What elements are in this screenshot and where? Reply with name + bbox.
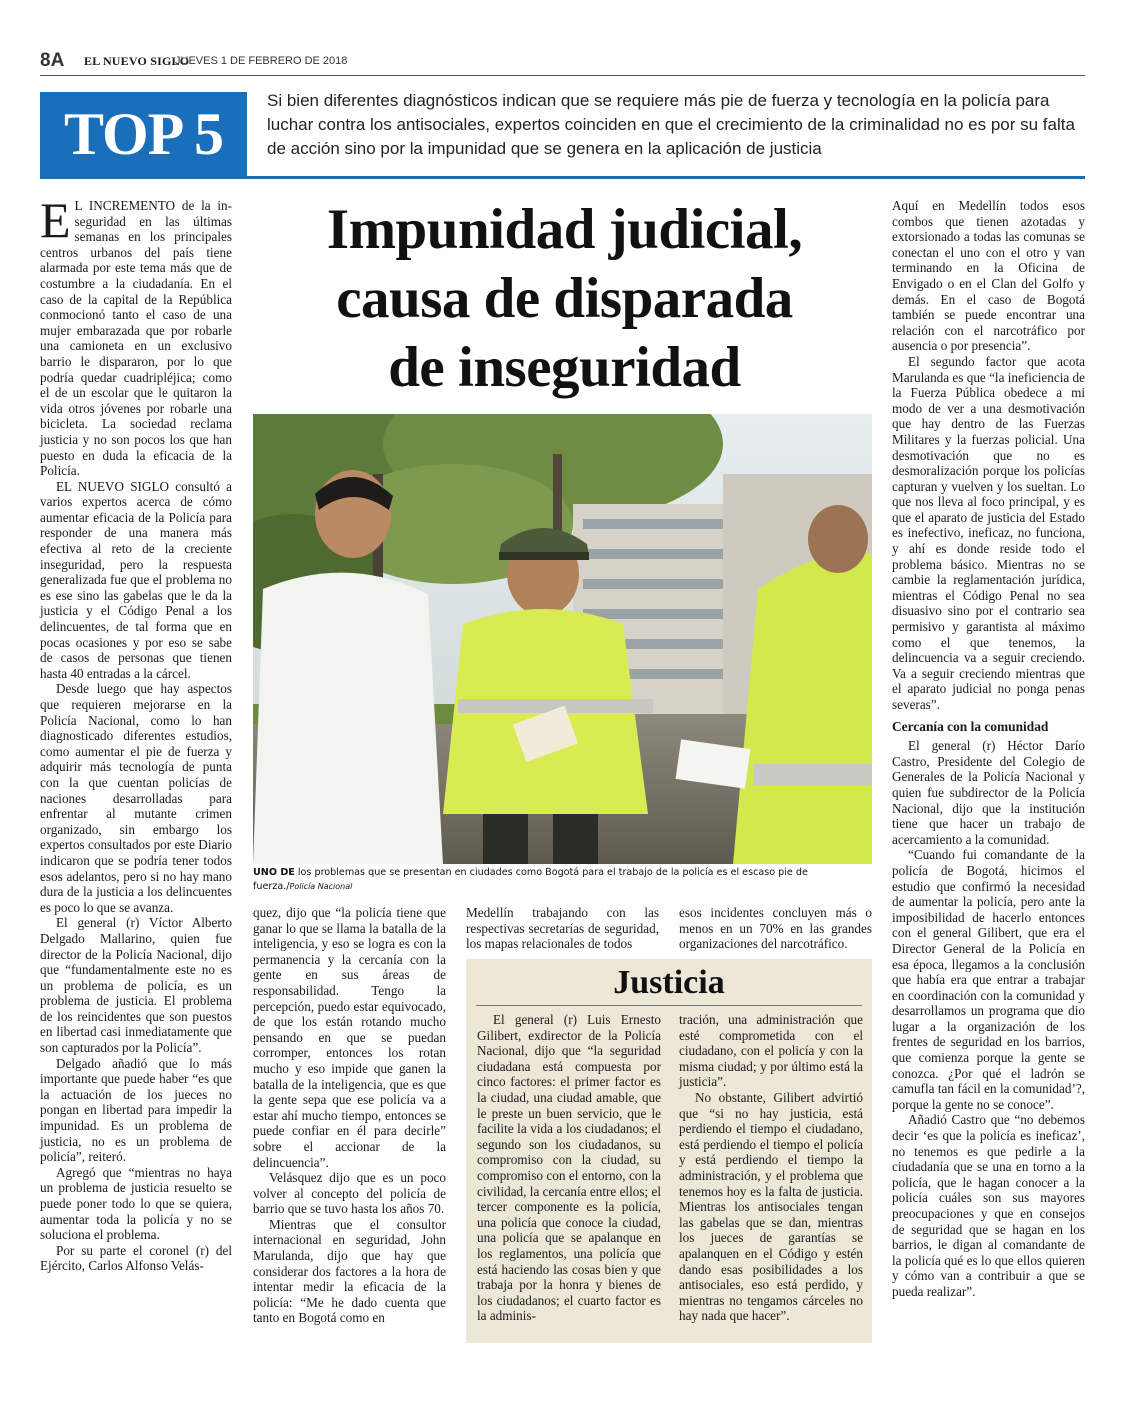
deck-rule: [40, 176, 1085, 179]
drop-cap: E: [40, 192, 71, 248]
paragraph: quez, dijo que “la policía tiene que ganar lo que se llama la batalla de la inteligencia, y eso se logra es con la permanencia y la cercanía con la gente en sus áreas de responsabilidad. Tengo la percepción, puedo estar equivocado, de que los están rotando mucho pensando en que se puedan corromper, entonces los rotan mucho y eso impide que ganen la batalla de la inteligencia, que es que la gente sepa que ese policía va a estar ahí mucho tiempo, entonces se puede confiar en él para decirle” sobre el accionar de la delincuencia”.: [253, 905, 446, 1170]
paragraph: Velásquez dijo que es un poco volver al concepto del policía de barrio que se tuvo hasta los años 70.: [253, 1170, 446, 1217]
article-deck: Si bien diferentes diagnósticos indican que se requiere más pie de fuerza y tecnología en la policía para luchar contra los antisociales, expertos coinciden en que el crecimiento de la criminalidad no es por su falta de acción sino por la impunidad que se genera en la aplicación de justicia: [267, 91, 1075, 158]
paragraph: Mientras que el consultor internacional en seguridad, John Marulanda, dijo que hay que considerar dos factores a la hora de intentar medir la eficacia de la policía: “Me he dado cuenta que tanto en Bogotá como en: [253, 1216, 446, 1326]
paragraph: [40, 192, 232, 479]
headline-line-3: de inseguridad: [388, 336, 741, 399]
lead-in: L INCREMENTO de la in-: [74, 198, 232, 213]
section-subhead: Cercanía con la comunidad: [892, 718, 1049, 734]
sidebar-column-1: [477, 1012, 661, 1324]
top5-banner: TOP 5: [40, 92, 247, 176]
body-column-2: [253, 905, 446, 1326]
body-column-5: [892, 198, 1085, 1300]
paragraph: Medellín trabajando con las respectivas secretarías de seguridad, los mapas relacionales de todos: [466, 905, 659, 952]
paragraph: El general (r) Héctor Darío Castro, Presidente del Colegio de Generales de la Policía Nacional y quien fue subdirector de la Policía Nacional, dijo que la institución tiene que hacer un trabajo de acercamiento a la comunidad.: [892, 738, 1085, 847]
sidebar-title-rule: [476, 1005, 862, 1006]
headline: [262, 195, 867, 402]
body-column-3: [466, 905, 659, 952]
headline-line-1: Impunidad judicial,: [326, 198, 803, 261]
paragraph: No obstante, Gilibert advirtió que “si no hay justicia, está perdiendo el tiempo el ciudadano, está perdiendo el tiempo el policía y está perdiendo el tiempo la administración, y el problema que tenemos hoy es la falta de justicia. Mientras los antisociales tengan las gabelas que se dan, mientras los jueces de garantías se apalanquen en el Código y estén dando esas posibilidades a los antisociales, eso está perdido, y mientras no tengamos cárceles no hay nada que hacer”.: [679, 1089, 863, 1324]
body-column-1: [40, 192, 232, 1274]
caption-lead: UNO DE: [253, 867, 295, 878]
issue-date: JUEVES 1 DE FEBRERO DE 2018: [175, 55, 348, 67]
page-number: 8A: [40, 50, 65, 71]
paragraph-text: seguridad en las últimas semanas en los principales centros urbanos del país tiene alarmada por este tema más que de costumbre a la ciudadanía. En el caso de la capital de la República conmocionó tanto el caso de una mujer embarazada que por robarle una camioneta en un exclusivo barrio le dispararon, por lo que podría quedar cuadripléjica; como el de un escolar que le quitaron la vida otros jóvenes por robarle una bicicleta. La sociedad reclama justicia y no son pocos los que han puesto en duda la eficacia de la Policía.: [40, 213, 232, 479]
paragraph: Desde luego que hay aspectos que requieren mejorarse en la Policía Nacional, como lo han diagnosticado diferentes estudios, como aumentar el pie de fuerza y adquirir más tecnología de punta con la que cuentan policías de naciones desarrolladas para enfrentar al mutante crimen organizado, sin embargo los expertos consultados por este Diario indicaron que se podría tener todos esos adelantos, pero si no hay mano dura de la justicia a los delincuentes es poco lo que se avanza.: [40, 681, 232, 915]
paragraph: Aquí en Medellín todos esos combos que tienen azotadas y extorsionado a todas las comunas se conectan el uno con el otro y van terminando en la Oficina de Envigado o en el Clan del Golfo y demás. En el caso de Bogotá también se puede encontrar una relación con el narcotráfico por ausencia o por presencia”.: [892, 198, 1085, 354]
paragraph: esos incidentes concluyen más o menos en un 70% en las grandes organizaciones del narcotráfico.: [679, 905, 872, 952]
paragraph: EL NUEVO SIGLO consultó a varios expertos acerca de cómo aumentar eficacia de la Policía para responder de una manera más efectiva al reto de la creciente inseguridad, pero la respuesta generalizada fue que el problema no es ese sino las gabelas que le da la justicia y el Código Penal a los delincuentes, de tal forma que en pocas ocasiones y por eso se sabe de casos de personas que tienen hasta 40 entradas a la cárcel.: [40, 478, 232, 681]
photo-credit: Policía Nacional: [289, 882, 353, 891]
sidebar-column-2: [679, 1012, 863, 1324]
article-photo: [253, 414, 872, 864]
photo-caption: [253, 866, 872, 894]
sidebar-title: Justicia: [613, 964, 725, 1001]
paragraph: Añadió Castro que “no debemos decir ‘es que la policía es ineficaz’, no tenemos es que pedirle a la ciudadanía que se una en torno a la policía, que le hagan conocer a la policía cuáles son sus mayores preocupaciones y que en consejos de seguridad que se hagan en los barrios, le digan al comandante de la policía qué es lo que ellos quieren y cómo van a contribuir a que se pueda realizar”.: [892, 1112, 1085, 1299]
paragraph: Delgado añadió que lo más importante que puede haber “es que la actuación de los jueces no pongan en libertad para impedir la impunidad. Es un problema de justicia, no es un problema de policía”, reiteró.: [40, 1055, 232, 1165]
paragraph: Agregó que “mientras no haya un problema de justicia resuelto se puede poner todo lo que se quiera, aumentar toda la policía y no se soluciona el problema.: [40, 1164, 232, 1243]
body-column-4: [679, 905, 872, 952]
paragraph: El segundo factor que acota Marulanda es que “la ineficiencia de la Fuerza Pública obedece a mi modo de ver a una desmotivación que hay dentro de las Fuerzas Militares y la fuerzas policial. Una desmotivación que no es desmoralización porque los policías capturan y vuelven y los sueltan. Lo que nos lleva al foco principal, y es que el aparato de justicia del Estado es inefectivo, ineficaz, no funciona, y ahí es donde reside todo el problema básico. Mientras no se cambie la reglamentación jurídica, mientras el Código Penal no sea disuasivo sino por el contrario sea permisivo y garantista al máximo como el que tenemos, la delincuencia va a seguir creciendo. Va a seguir creciendo mientras que el aparato judicial no ponga penas severas”.: [892, 353, 1085, 712]
header-rule: [40, 75, 1085, 76]
paragraph: El general (r) Víctor Alberto Delgado Mallarino, quien fue director de la Policía Nacional, dijo que “fundamentalmente este no es un problema de policía, es un problema de justicia. El problema de los reincidentes que son puestos en libertad casi inmediatamente que son capturados por la Policía”.: [40, 915, 232, 1056]
headline-line-2: causa de disparada: [336, 267, 793, 330]
paragraph: tración, una administración que esté comprometida con el ciudadano, con el policía y con la misma ciudad; y por último está la justicia”.: [679, 1012, 863, 1090]
caption-text: los problemas que se presentan en ciudades como Bogotá para el trabajo de la policía es el escaso pie de fuerza./: [253, 867, 808, 892]
newspaper-name: EL NUEVO SIGLO: [84, 54, 190, 68]
paragraph: El general (r) Luis Ernesto Gilibert, exdirector de la Policía Nacional, dijo que “la seguridad ciudadana está compuesta por cinco factores: el primer factor es la ciudad, una ciudad amable, que le preste un buen servicio, que le facilite la vida a los ciudadanos; el segundo son los ciudadanos, su compromiso con la ciudad, su compromiso con el entorno, con la civilidad, la cercanía entre ellos; el tercer componente es la policía, una policía que conoce la ciudad, una policía que se apalanque en los reglamentos, una policía que está haciendo las cosas bien y que trabaja por la honra y bienes de los ciudadanos; el cuarto factor es la adminis-: [477, 1012, 661, 1324]
paragraph: “Cuando fui comandante de la policía de Bogotá, hicimos el estudio que confirmó la necesidad de aumentar la policía, pero ante la imposibilidad de hacerlo entonces con el general Gilibert, que era el Director General de la Policía en esa época, llegamos a la conclusión que había era que entrar a trabajar en coordinación con la comunidad y desarrollamos un programa que dio lugar a la organización de los frentes de seguridad en los barrios, que comienza porque la gente se conozca. ¿Por qué el ladrón se camufla tan fácil en la comunidad’?, porque la gente no se conoce”.: [892, 847, 1085, 1112]
police-officers-photo-illustration: [253, 414, 872, 864]
paragraph: Por su parte el coronel (r) del Ejército, Carlos Alfonso Velás-: [40, 1242, 232, 1274]
